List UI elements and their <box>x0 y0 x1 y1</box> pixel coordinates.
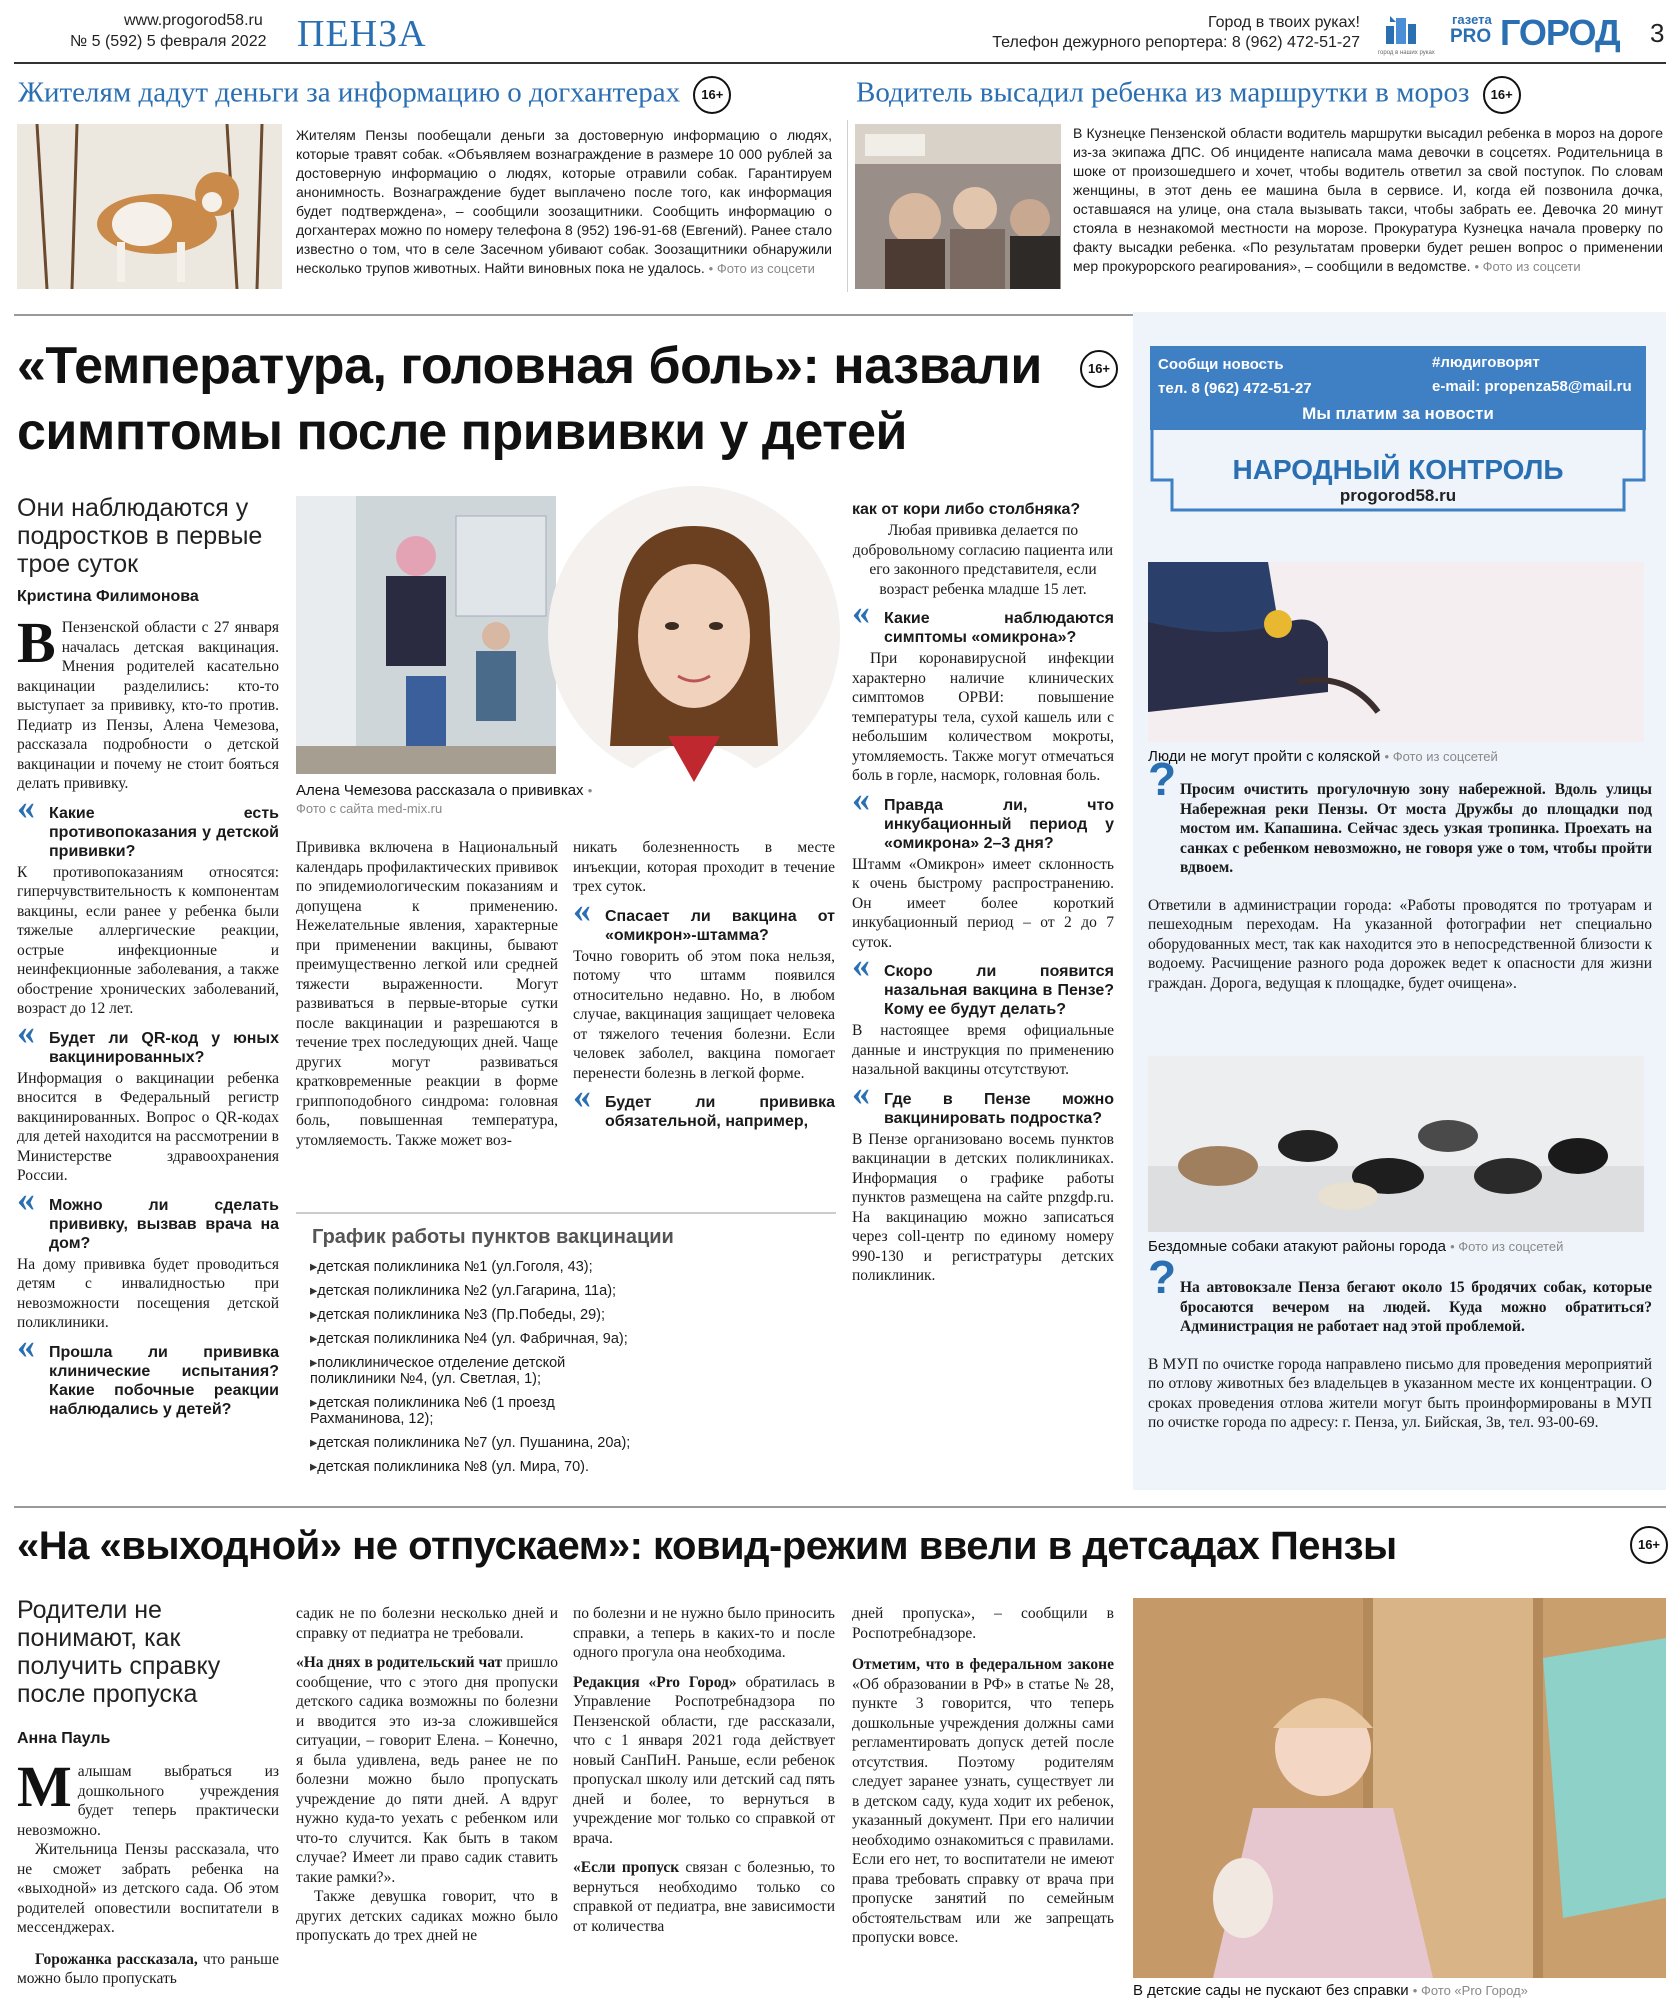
question: как от кори либо столбняка? <box>852 501 1081 518</box>
main-lead: Они наблюдаются у подростков в первые трое суток <box>17 494 263 578</box>
question: « Будет ли QR-код у юных вакцинированных? <box>17 1011 279 1066</box>
doctor-portrait <box>548 486 840 782</box>
photo-source: • Фото из соцсетей <box>1450 1239 1564 1254</box>
question: « Можно ли сделать прививку, вызвав врача на дом? <box>17 1178 279 1252</box>
question: « Какие наблюдаются симптомы «омикрона»? <box>852 592 1114 646</box>
ribbon <box>1142 430 1654 520</box>
news-divider <box>847 120 848 292</box>
clinic-photo <box>296 496 556 774</box>
dogs-photo <box>1148 1056 1644 1232</box>
logo-icon <box>1382 12 1422 52</box>
dropcap: М <box>17 1754 72 1819</box>
header-phone: Телефон дежурного репортера: 8 (962) 472-51-27 <box>992 34 1360 51</box>
news1-title: Жителям дадут деньги за информацию о догхантерах 16+ <box>18 76 731 114</box>
news1-source: • Фото из соцсети <box>708 261 815 276</box>
schedule-box <box>296 1212 836 1492</box>
photo-source: • Фото «Pro Город» <box>1412 1983 1528 1998</box>
photo-source: • Фото с сайта med-mix.ru <box>296 783 593 816</box>
bottom-col4: дней пропуска», – сообщили в Роспотребнадзоре. Отметим, что в федеральном законе «Об образовании в РФ» в статье № 28, пункте 3 говорится, что теперь дошкольные учреждения должны сами регламентировать допуск детей после отсутствия. Поэтому родителям следует заранее узнать, существует ли в детском саду, куда ходит их ребенок, указанный документ. При его наличии необходимо ознакомиться с правилами. Если его нет, то воспитатели не имеют права требовать справку от врача при пропуске занятий по семейным обстоятельствам или же запрещать пропуски вовсе. <box>852 1605 1114 1946</box>
schedule-item: ▸ детская поликлиника №2 (ул.Гагарина, 11а); <box>310 1283 640 1299</box>
logo-small: газета <box>1452 12 1492 27</box>
ribbon-site[interactable]: progorod58.ru <box>1339 486 1457 505</box>
question: « Где в Пензе можно вакцинировать подростка? <box>852 1072 1114 1127</box>
bottom-col1: Малышам выбраться из дошкольного учреждения будет теперь практически невозможно. Жительница Пензы рассказала, что не сможет забрать ребенка на «выходной» из детского сада. Об этом родителей оповестили воспитатели в мессенджерах. Горожанка рассказала, что раньше можно было пропускать <box>17 1754 279 1987</box>
dogs-caption: Бездомные собаки атакуют районы города • Фото из соцсетей <box>1148 1238 1564 1255</box>
question: « Правда ли, что инкубационный период у «омикрона» 2–3 дня? <box>852 778 1114 852</box>
main-author: Кристина Филимонова <box>17 588 199 605</box>
schedule-item: ▸ детская поликлиника №6 (1 проезд Рахманинова, 12); <box>310 1395 640 1427</box>
news2-text: В Кузнецке Пензенской области водитель маршрутки высадил ребенка в мороз на дороге из-за экипажа ДПС. Об инциденте написала мама девочки в соцсетях. Родительница в шоке от произошедшего и хочет, чтобы водитель ответил за свой поступок. По словам женщины, в этот день ее машина была в сервисе. И, когда ей позвонила дочка, оставшаяся на улице, она стала вызывать такси, чтобы забрать ее. Девочка 20 минут стояла в незнакомой местности на морозе. Прокуратура Кузнецка начала проверку по факту высадки ребенка. «По результатам проверки будет решен вопрос о применении мер прокурорского реагирования», – сообщили в ведомстве. • Фото из соцсети <box>1073 125 1663 274</box>
age-badge: 16+ <box>693 76 731 114</box>
schedule-list <box>296 1259 640 1475</box>
sidebar-q2: ? На автовокзале Пенза бегают около 15 бродячих собак, которые бросаются вечером на людей. Куда можно обратиться? Администрация не работает над этой проблемой. В МУП по очистке города направлено письмо для проведения мероприятий по отлову животных без владельцев в указанном месте их концентрации. О сроках проведения отлова жители могут быть проинформированы в МУП по очистке города по адресу: г. Пенза, ул. Бийская, 3в, тел. 93-00-69. <box>1148 1251 1652 1431</box>
page-number: 3 <box>1650 18 1665 48</box>
main-col1: В Пензенской области с 27 января началась детская вакцинация. Мнения родителей касательно вакцинации разделились: кто-то выступает за прививку, кто-то против. Педиатр из Пензы, Алена Чемезова, рассказала подробности о детской вакцинации и почему не стоит бояться делать прививку. « Какие есть противопоказания у детской прививки? К противопоказаниям относятся: гиперчувствительность к компонентам вакцины, если ранее у ребенка были тяжелые аллергические реакции, острые инфекционные и неинфекционные заболевания, а также обострение хронических заболеваний, возраст до 12 лет. « Будет ли QR-код у юных вакцинированных? Информация о вакцинации ребенка вносится в Федеральный регистр вакцинированных. Вопрос о QR-кодах для детей находится на рассмотрении в Министерстве здравоохранения России. « Можно ли сделать прививку, вызвав врача на дом? На дому прививка будет проводиться детям с инвалидностью при невозможности посещения детской поликлиники. « Прошла ли прививка клинические испытания? Какие побочные реакции наблюдались у детей? <box>17 610 279 1418</box>
age-badge: 16+ <box>1080 350 1118 388</box>
banner-pay: Мы платим за новости <box>1302 404 1494 423</box>
schedule-item: ▸ детская поликлиника №7 (ул. Пушанина, 20а); <box>310 1435 640 1451</box>
news-banner <box>1150 346 1646 430</box>
header-city: ПЕНЗА <box>297 13 427 55</box>
bottom-lead: Родители не понимают, как получить справку после пропуска <box>17 1596 221 1708</box>
banner-left2[interactable]: тел. 8 (962) 472-51-27 <box>1158 380 1312 397</box>
photo-source: • Фото из соцсетей <box>1384 749 1498 764</box>
age-badge: 16+ <box>1630 1526 1668 1564</box>
schedule-item: ▸ поликлиническое отделение детской поликлиники №4, (ул. Светлая, 1); <box>310 1355 640 1387</box>
stroller-photo <box>1148 562 1644 742</box>
bottom-title: «На «выходной» не отпускаем»: ковид-режим ввели в детсадах Пензы <box>17 1524 1397 1568</box>
header-issue: № 5 (592) 5 февраля 2022 <box>70 33 267 50</box>
main-title-line2: симптомы после прививки у детей <box>17 403 908 461</box>
main-col2: Прививка включена в Национальный календарь профилактических прививок по эпидемиологическим показаниям и допущена к применению. Нежелательные явления, характерные при применении вакцины, бывают преимущественно легкой или средней тяжести выраженности. Могут развиваться в первые-вторые сутки после вакцинации и разрешаются в течение трех последующих дней. Чаще других могут развиваться кратковременные реакции в форме гриппоподобного синдрома: головная боль, повышенная температура, утомляемость. Также может воз- <box>296 839 558 1149</box>
dropcap: В <box>17 610 56 675</box>
sidebar-q1: ? Просим очистить прогулочную зону набережной. Вдоль улицы Набережная реки Пензы. От моста Дружбы до площадки под мостом им. Капашина. Сейчас здесь узкая тропинка. Проехать на санках с ребенком невозможно, не говоря уже о том, чтобы пройти вдвоем. Ответили в администрации города: «Работы проводятся по тротуарам и пешеходным переходам. На указанной фотографии нет специально оборудованных мест, так как находится это в непосредственной близости к водоему. Расчищение разного рода дорожек ведет к опасности для жизни граждан. Дорога, ведущая к площадке, будет очищена». <box>1148 753 1652 992</box>
question-mark-icon: ? <box>1148 1251 1177 1303</box>
ribbon-title: НАРОДНЫЙ КОНТРОЛЬ <box>1232 454 1564 485</box>
header-rule <box>14 62 1666 64</box>
question: « Какие есть противопоказания у детской прививки? <box>17 786 279 860</box>
question-mark-icon: ? <box>1148 753 1177 805</box>
kindergarten-photo <box>1133 1598 1666 1978</box>
schedule-item: ▸ детская поликлиника №4 (ул. Фабричная, 9а); <box>310 1331 640 1347</box>
logo-gorod: ГОРОД <box>1500 12 1620 53</box>
banner-right2[interactable]: e-mail: propenza58@mail.ru <box>1432 378 1632 395</box>
logo-pro: PRO <box>1450 26 1492 47</box>
section-rule <box>14 1506 1666 1508</box>
schedule-title: График работы пунктов вакцинации <box>312 1226 674 1248</box>
news2-title: Водитель высадил ребенка из маршрутки в мороз 16+ <box>856 76 1521 114</box>
schedule-item: ▸ детская поликлиника №8 (ул. Мира, 70). <box>310 1459 640 1475</box>
news1-text: Жителям Пензы пообещали деньги за достоверную информацию о людях, которые травят собак. «Объявляем вознаграждение в размере 10 000 рублей за достоверную информацию о людях, которые отравили собак. Гарантируем анонимность. Вознаграждение будет выплачено после того, как информация будет подтверждена», – сообщили зоозащитники. Сообщить информацию о догхантерах можно по номеру телефона 8 (952) 196-91-68 (Евгений). Ранее стало известно о том, что в селе Засечном убивают собак. Зоозащитники обнаружили несколько трупов животных. Найти виновных пока не удалось. • Фото из соцсети <box>296 127 832 276</box>
bottom-col2: садик не по болезни несколько дней и справку от педиатра не требовали. «На днях в родительский чат пришло сообщение, что с этого дня пропуски детского садика возможны по болезни и вводится это из-за сложившейся ситуации, – говорит Елена. – Конечно, я была удивлена, ведь ранее не по болезни можно было пропускать учреждение до пяти дней. А вдруг нужно куда-то уехать с ребенком или что-то случится. Как быть в таком случае? Имеет ли право садик ставить такие рамки?». Также девушка говорит, что в других детских садиках можно было пропускать до трех дней не <box>296 1605 558 1944</box>
kindergarten-caption: В детские сады не пускают без справки • Фото «Pro Город» <box>1133 1982 1528 1999</box>
header-slogan: Город в твоих руках! <box>1207 14 1360 31</box>
news2-source: • Фото из соцсети <box>1474 259 1581 274</box>
logo-tiny: город в наших руках <box>1378 50 1435 56</box>
stroller-caption: Люди не могут пройти с коляской • Фото из соцсетей <box>1148 748 1498 765</box>
doctor-photo-caption: Алена Чемезова рассказала о прививках • Фото с сайта med-mix.ru <box>296 782 593 816</box>
question: « Спасает ли вакцина от «омикрон»-штамма? <box>573 889 835 944</box>
main-title-line1: «Температура, головная боль»: назвали <box>17 337 1042 395</box>
banner-left1: Сообщи новость <box>1158 356 1284 373</box>
schedule-item: ▸ детская поликлиника №1 (ул.Гоголя, 43); <box>310 1259 640 1275</box>
news1-photo <box>17 124 282 289</box>
bottom-author: Анна Пауль <box>17 1730 111 1747</box>
bottom-col3: по болезни и не нужно было приносить справки, а теперь в каких-то и после одного прогула она необходима. Редакция «Pro Город» обратилась в Управление Роспотребнадзора по Пензенской области, где рассказали, что с 1 января 2021 года действует новый СанПиН. Раньше, если ребенок пропускал школу или детский сад пять дней и более, то вернуться в учреждение мог только со справкой от врача. «Если пропуск связан с болезнью, то вернуться необходимо только со справкой от педиатра, вне зависимости от количества <box>573 1605 835 1935</box>
header-site[interactable]: www.progorod58.ru <box>124 12 263 29</box>
schedule-item: ▸ детская поликлиника №3 (Пр.Победы, 29); <box>310 1307 640 1323</box>
question: « Будет ли прививка обязательной, например, <box>573 1076 835 1130</box>
age-badge: 16+ <box>1483 76 1521 114</box>
main-col3: никать болезненность в месте инъекции, которая проходит в течение трех суток. « Спасает ли вакцина от «омикрон»-штамма? Точно говорить об этом пока нельзя, потому что штамм появился относительно недавно. Но, в любом случае, вакцинация защищает человека от тяжелого течения болезни. Если человек заболел, вакцина помогает перенести болезнь в легкой форме. « Будет ли прививка обязательной, например, <box>573 839 835 1130</box>
question: « Прошла ли прививка клинические испытания? Какие побочные реакции наблюдались у детей? <box>17 1325 279 1418</box>
question: « Скоро ли появится назальная вакцина в Пензе? Кому ее будут делать? <box>852 945 1114 1018</box>
banner-right1: #людиговорят <box>1432 354 1540 371</box>
main-col4: как от кори либо столбняка? Любая прививка делается по добровольному согласию пациента или его законного представителя, если возраст ребенка младше 15 лет. « Какие наблюдаются симптомы «омикрона»? При коронавирусной инфекции характерно наличие клинических симптомов ОРВИ: повышение температуры тела, сухой кашель или с небольшим количеством мокроты, утомляемость. Также могут отмечаться боль в горле, насморк, головная боль. « Правда ли, что инкубационный период у «омикрона» 2–3 дня? Штамм «Омикрон» имеет склонность к очень быстрому распространению. Он имеет более короткий инкубационный период – от 2 до 7 суток. « Скоро ли появится назальная вакцина в Пензе? Кому ее будут делать? В настоящее время официальные данные и инструкция по применению назальной вакцины отсутствуют. « Где в Пензе можно вакцинировать подростка? В Пензе организовано восемь пунктов вакцинации в детских поликлиниках. Информация о графике работы пунктов размещена на сайте pnzgdp.ru. На вакцинацию можно записаться через coll-центр по единому номеру 990-130 и регистратуры детских поликлиник. <box>852 501 1114 1284</box>
news2-photo <box>855 124 1061 289</box>
